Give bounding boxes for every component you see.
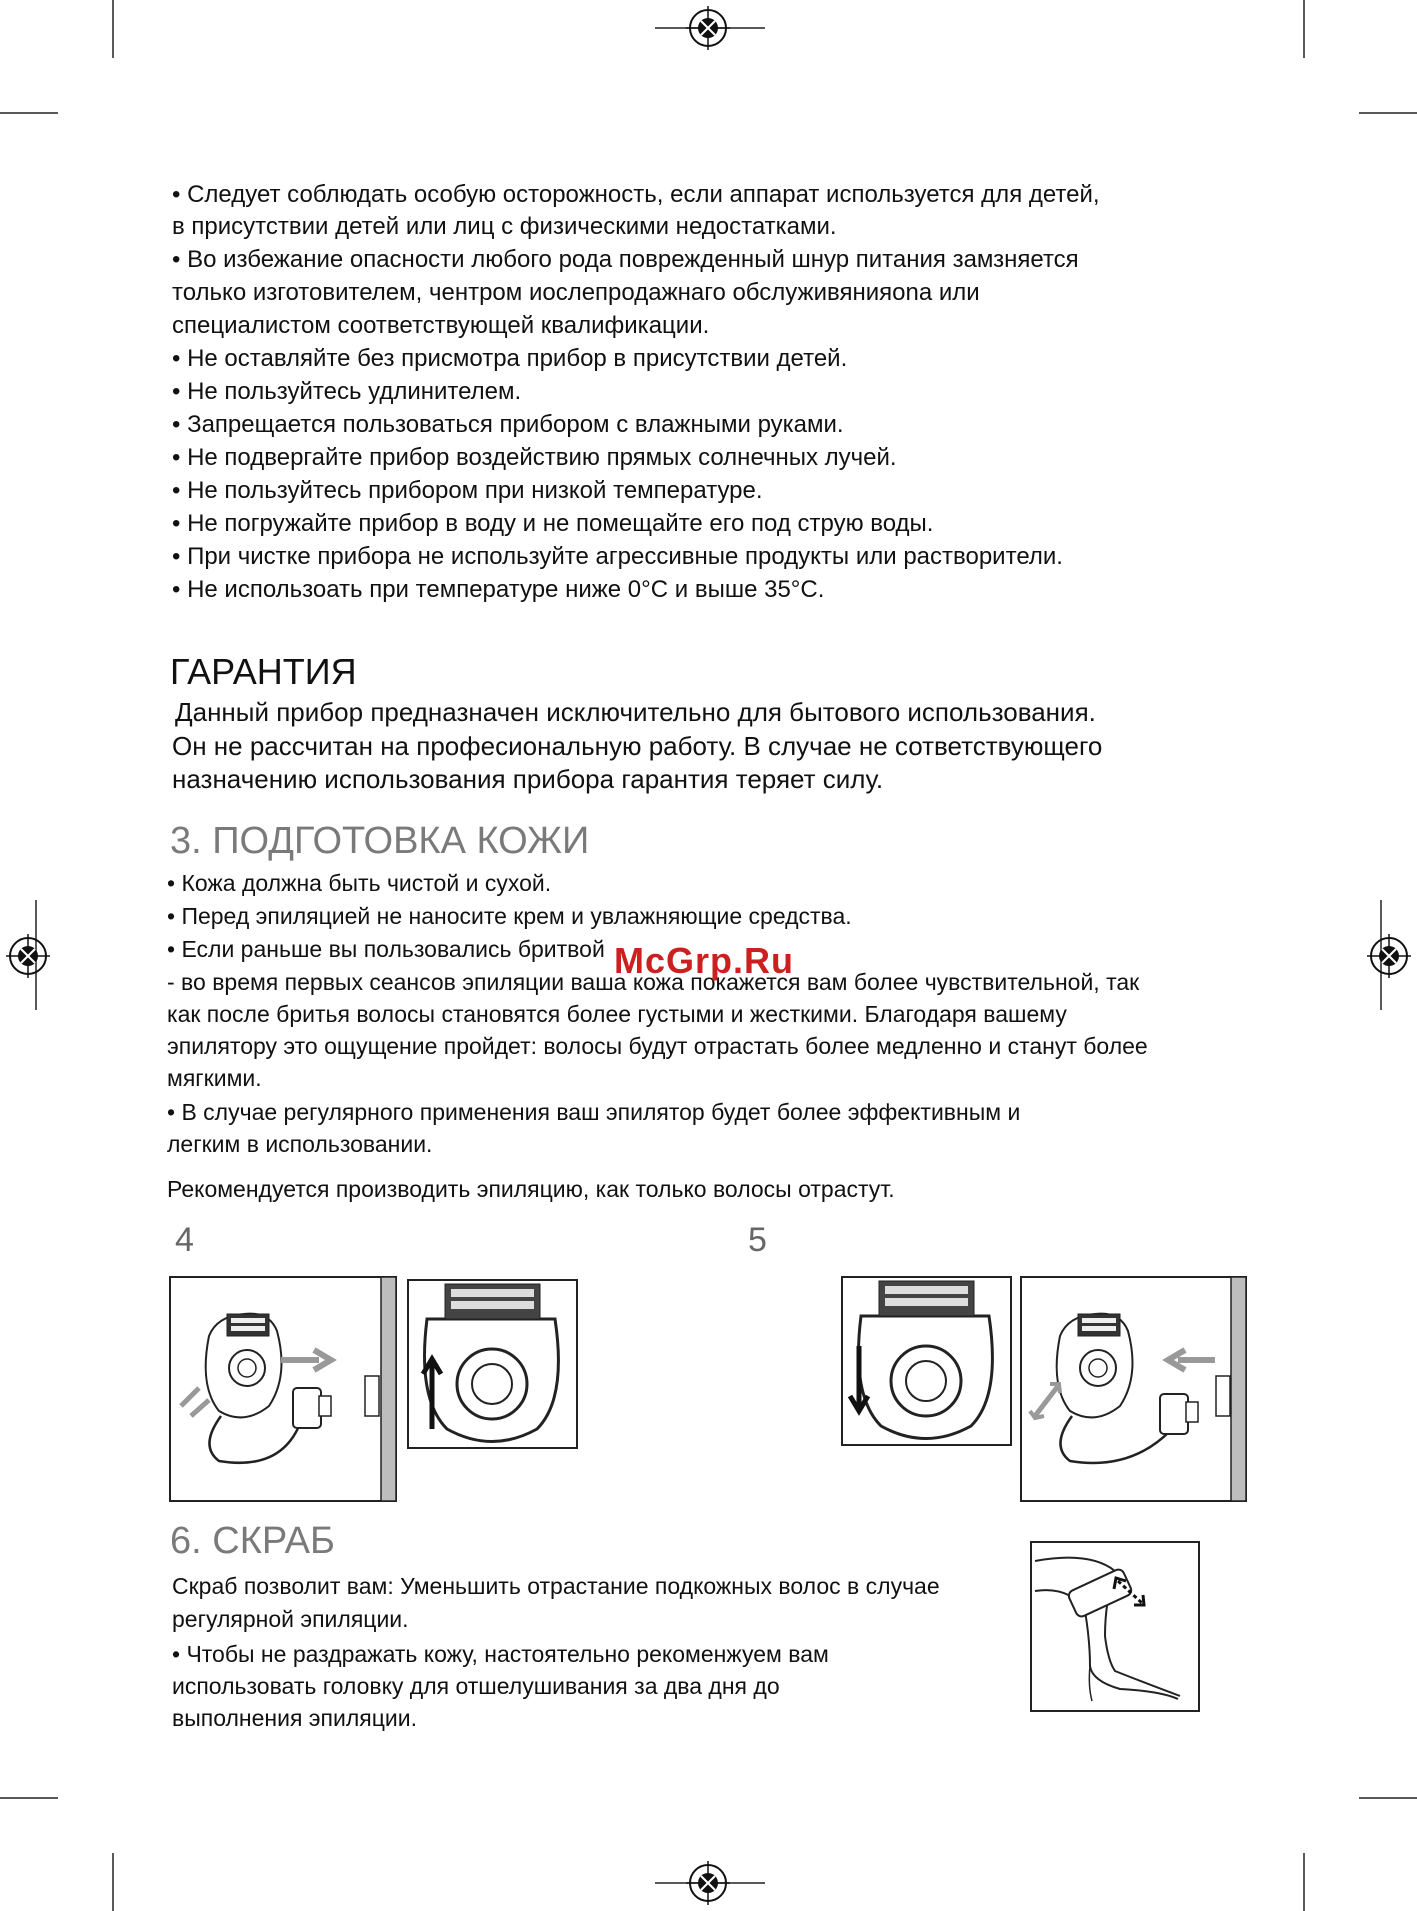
skin-prep-line: • Перед эпиляцией не наносите крем и увлажняющие средства.	[167, 903, 852, 929]
figure-4-label: 4	[175, 1221, 194, 1259]
scrub-line: регулярной эпиляции.	[172, 1606, 409, 1632]
scrub-line: • Чтобы не раздражать кожу, настоятельно рекоменжуем вам	[172, 1641, 829, 1667]
skin-prep-line: как после бритья волосы становятся более густыми и жесткими. Благодаря вашему	[167, 1001, 1067, 1027]
figure-4-head-attach-illustration	[407, 1279, 578, 1449]
safety-line: • Не подвергайте прибор воздействию прямых солнечных лучей.	[172, 444, 897, 471]
scrub-line: использовать головку для отшелушивания за два дня до	[172, 1673, 780, 1699]
safety-line: • Не использоать при температуре ниже 0°C и выше 35°C.	[172, 576, 825, 603]
safety-line: • При чистке прибора не используйте агрессивные продукты или растворители.	[172, 543, 1063, 570]
skin-prep-line: мягкими.	[167, 1065, 262, 1091]
skin-prep-line: легким в использовании.	[167, 1131, 433, 1157]
safety-line: • Не пользуйтесь прибором при низкой температуре.	[172, 477, 763, 504]
guarantee-line: Данный прибор предназначен исключительно для бытового использования.	[175, 697, 1096, 727]
safety-line: • Не погружайте прибор в воду и не помещайте его под струю воды.	[172, 510, 934, 537]
skin-prep-line: эпилятору это ощущение пройдет: волосы будут отрастать более медленно и станут более	[167, 1033, 1148, 1059]
safety-line: в присутствии детей или лиц с физическими недостатками.	[172, 213, 837, 240]
guarantee-title: ГАРАНТИЯ	[170, 651, 357, 692]
safety-line: специалистом соответствующей квалификации.	[172, 312, 710, 339]
scrub-leg-illustration	[1030, 1541, 1200, 1712]
safety-line: • Не пользуйтесь удлинителем.	[172, 378, 522, 405]
scrub-title: 6. СКРАБ	[170, 1520, 335, 1562]
safety-line: • Не оставляйте без присмотра прибор в присутствии детей.	[172, 345, 848, 372]
skin-prep-line: Рекомендуется производить эпиляцию, как только волосы отрастут.	[167, 1176, 895, 1202]
safety-line: • Во избежание опасности любого рода поврежденный шнур питания замзняется	[172, 246, 1079, 273]
registration-mark-top	[686, 6, 730, 50]
scrub-line: выполнения эпиляции.	[172, 1705, 417, 1731]
guarantee-line: Он не рассчитан на професиональную работу. В случае не сответствующего	[172, 731, 1103, 761]
figure-4-charging-illustration	[169, 1276, 397, 1502]
skin-prep-line: • Если раньше вы пользовались бритвой	[167, 936, 605, 962]
registration-mark-left	[6, 934, 50, 978]
figure-5-unplug-illustration	[1020, 1276, 1247, 1502]
scrub-line: Скраб позволит вам: Уменьшить отрастание подкожных волос в случае	[172, 1573, 940, 1599]
safety-line: • Следует соблюдать особую осторожность, если аппарат используется для детей,	[172, 181, 1100, 208]
skin-prep-line: • В случае регулярного применения ваш эпилятор будет более эффективным и	[167, 1099, 1021, 1125]
watermark: McGrp.Ru	[614, 940, 795, 981]
registration-mark-bottom	[686, 1861, 730, 1905]
figure-5-label: 5	[748, 1221, 767, 1259]
skin-prep-line: • Кожа должна быть чистой и сухой.	[167, 870, 552, 896]
safety-line: только изготовителем, чентром иослепродажнаго обслуживянияоna или	[172, 279, 980, 306]
registration-mark-right	[1367, 934, 1411, 978]
safety-line: • Запрещается пользоваться прибором с влажными руками.	[172, 411, 844, 438]
skin-prep-line: - во время первых сеансов эпиляции ваша кожа покажется вам более чувствительной, так	[167, 969, 1140, 995]
skin-prep-title: 3. ПОДГОТОВКА КОЖИ	[170, 820, 590, 862]
figure-5-head-remove-illustration	[841, 1276, 1012, 1446]
guarantee-line: назначению использования прибора гарантия теряет силу.	[172, 764, 884, 794]
